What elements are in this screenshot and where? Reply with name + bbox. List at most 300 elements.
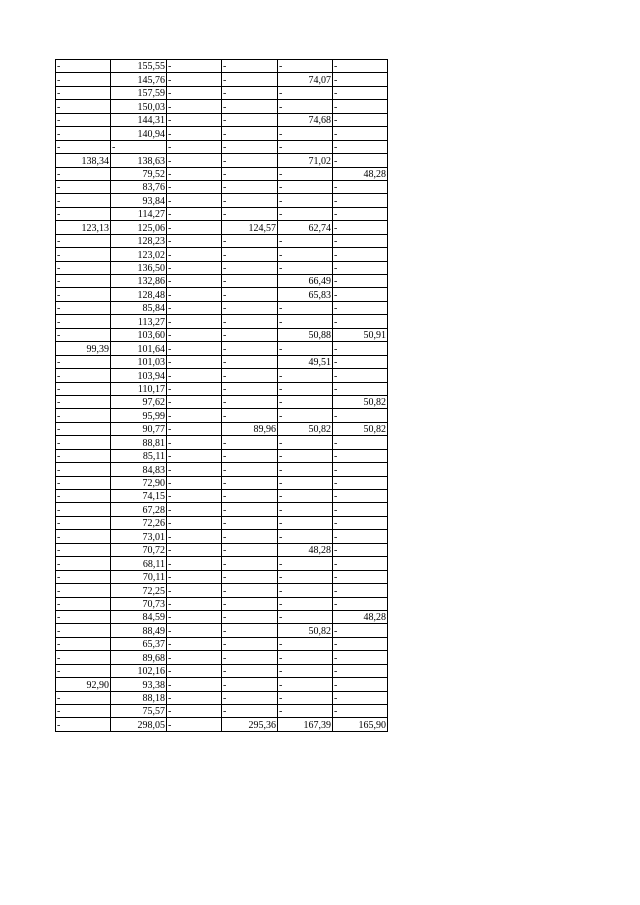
table-cell: - — [222, 355, 278, 368]
table-cell: - — [333, 73, 388, 86]
table-cell: - — [222, 476, 278, 489]
table-cell: - — [222, 543, 278, 556]
table-cell: - — [222, 570, 278, 583]
table-cell: - — [278, 570, 333, 583]
table-cell: - — [111, 140, 167, 153]
table-cell: - — [222, 436, 278, 449]
table-cell: - — [56, 382, 111, 395]
table-row — [56, 543, 388, 556]
table-cell: - — [278, 597, 333, 610]
table-cell: - — [56, 664, 111, 677]
table-row — [56, 449, 388, 462]
table-cell: - — [278, 637, 333, 650]
table-row — [56, 154, 388, 167]
table-cell: - — [278, 207, 333, 220]
data-table — [55, 59, 388, 732]
table-cell: 50,82 — [278, 422, 333, 435]
table-row — [56, 718, 388, 731]
table-cell: - — [222, 651, 278, 664]
table-cell: - — [167, 382, 222, 395]
table-cell: - — [56, 248, 111, 261]
table-cell: - — [56, 503, 111, 516]
table-cell: 295,36 — [222, 718, 278, 731]
table-cell: - — [222, 207, 278, 220]
table-cell: - — [167, 167, 222, 180]
table-cell: - — [167, 60, 222, 73]
table-cell: - — [56, 557, 111, 570]
table-cell: 83,76 — [111, 180, 167, 193]
table-cell: - — [278, 100, 333, 113]
table-cell: 128,23 — [111, 234, 167, 247]
table-cell: - — [222, 382, 278, 395]
table-cell: 48,28 — [278, 543, 333, 556]
table-cell: 165,90 — [333, 718, 388, 731]
table-row — [56, 127, 388, 140]
table-cell: - — [333, 86, 388, 99]
table-cell: - — [167, 395, 222, 408]
table-cell: - — [56, 288, 111, 301]
table-cell: 72,90 — [111, 476, 167, 489]
table-row — [56, 516, 388, 529]
table-cell: - — [333, 597, 388, 610]
table-cell: - — [222, 100, 278, 113]
table-cell: 74,68 — [278, 113, 333, 126]
table-row — [56, 221, 388, 234]
table-cell: - — [333, 624, 388, 637]
table-cell: - — [278, 194, 333, 207]
table-cell: - — [167, 207, 222, 220]
table-cell: - — [278, 476, 333, 489]
table-cell: 75,57 — [111, 705, 167, 718]
table-cell: - — [278, 86, 333, 99]
table-cell: 138,34 — [56, 154, 111, 167]
table-cell: - — [222, 597, 278, 610]
table-cell: 50,88 — [278, 328, 333, 341]
table-cell: - — [56, 261, 111, 274]
table-cell: - — [56, 436, 111, 449]
data-table-body — [56, 60, 388, 732]
table-cell: - — [167, 664, 222, 677]
table-cell: - — [222, 624, 278, 637]
table-cell: - — [56, 113, 111, 126]
table-cell: - — [278, 651, 333, 664]
table-cell: - — [56, 100, 111, 113]
table-cell: - — [333, 543, 388, 556]
table-cell: - — [333, 382, 388, 395]
table-cell: - — [222, 409, 278, 422]
table-cell: - — [56, 194, 111, 207]
table-cell: 89,96 — [222, 422, 278, 435]
table-cell: - — [167, 691, 222, 704]
table-cell: 84,59 — [111, 610, 167, 623]
table-row — [56, 395, 388, 408]
table-cell: - — [333, 355, 388, 368]
table-cell: 95,99 — [111, 409, 167, 422]
table-cell: - — [167, 422, 222, 435]
table-cell: - — [56, 570, 111, 583]
table-row — [56, 610, 388, 623]
table-cell: - — [333, 409, 388, 422]
table-cell: - — [167, 516, 222, 529]
table-row — [56, 288, 388, 301]
table-cell: - — [56, 610, 111, 623]
table-cell: - — [222, 140, 278, 153]
table-cell: 140,94 — [111, 127, 167, 140]
table-row — [56, 86, 388, 99]
table-cell: - — [167, 624, 222, 637]
table-cell: - — [222, 248, 278, 261]
table-row — [56, 180, 388, 193]
table-cell: - — [56, 597, 111, 610]
table-cell: - — [278, 248, 333, 261]
table-cell: - — [167, 436, 222, 449]
table-cell: - — [167, 490, 222, 503]
table-cell: 50,82 — [278, 624, 333, 637]
table-cell: 101,64 — [111, 342, 167, 355]
table-cell: - — [278, 610, 333, 623]
table-cell: 102,16 — [111, 664, 167, 677]
table-cell: - — [56, 275, 111, 288]
table-cell: - — [333, 207, 388, 220]
table-row — [56, 261, 388, 274]
table-cell: 48,28 — [333, 167, 388, 180]
table-cell: - — [56, 490, 111, 503]
table-cell: 101,03 — [111, 355, 167, 368]
table-cell: 49,51 — [278, 355, 333, 368]
table-cell: - — [278, 584, 333, 597]
table-cell: 113,27 — [111, 315, 167, 328]
table-cell: - — [278, 409, 333, 422]
table-cell: - — [333, 100, 388, 113]
table-cell: - — [222, 463, 278, 476]
table-row — [56, 167, 388, 180]
table-cell: - — [56, 584, 111, 597]
table-cell: - — [222, 503, 278, 516]
table-cell: - — [167, 234, 222, 247]
table-cell: - — [167, 221, 222, 234]
table-cell: - — [278, 449, 333, 462]
table-cell: - — [167, 301, 222, 314]
table-cell: - — [222, 234, 278, 247]
table-row — [56, 328, 388, 341]
table-cell: 88,18 — [111, 691, 167, 704]
table-cell: 123,13 — [56, 221, 111, 234]
table-cell: 71,02 — [278, 154, 333, 167]
table-cell: - — [333, 678, 388, 691]
table-row — [56, 207, 388, 220]
table-cell: - — [333, 557, 388, 570]
table-row — [56, 651, 388, 664]
table-cell: - — [333, 288, 388, 301]
table-cell: - — [56, 328, 111, 341]
table-cell: - — [333, 705, 388, 718]
table-cell: 157,59 — [111, 86, 167, 99]
table-cell: - — [56, 705, 111, 718]
table-row — [56, 422, 388, 435]
table-cell: 70,72 — [111, 543, 167, 556]
table-cell: - — [333, 234, 388, 247]
table-cell: 123,02 — [111, 248, 167, 261]
table-cell: - — [167, 73, 222, 86]
table-cell: - — [167, 248, 222, 261]
table-cell: 79,52 — [111, 167, 167, 180]
table-row — [56, 436, 388, 449]
table-cell: - — [278, 530, 333, 543]
table-cell: 50,82 — [333, 395, 388, 408]
table-cell: 93,38 — [111, 678, 167, 691]
table-cell: 70,73 — [111, 597, 167, 610]
table-cell: - — [56, 301, 111, 314]
table-cell: - — [56, 422, 111, 435]
table-row — [56, 140, 388, 153]
table-row — [56, 570, 388, 583]
table-row — [56, 490, 388, 503]
table-cell: - — [167, 705, 222, 718]
table-cell: 50,91 — [333, 328, 388, 341]
table-cell: 150,03 — [111, 100, 167, 113]
table-cell: 144,31 — [111, 113, 167, 126]
table-cell: - — [56, 355, 111, 368]
table-cell: - — [333, 530, 388, 543]
table-cell: - — [222, 678, 278, 691]
table-cell: 88,49 — [111, 624, 167, 637]
table-cell: - — [56, 207, 111, 220]
table-cell: - — [333, 570, 388, 583]
table-cell: - — [333, 584, 388, 597]
table-cell: - — [167, 275, 222, 288]
table-row — [56, 530, 388, 543]
table-cell: - — [333, 154, 388, 167]
table-cell: - — [167, 678, 222, 691]
table-cell: - — [333, 651, 388, 664]
table-cell: - — [56, 637, 111, 650]
table-cell: - — [278, 261, 333, 274]
table-cell: - — [333, 503, 388, 516]
table-cell: - — [56, 718, 111, 731]
table-cell: - — [222, 154, 278, 167]
table-cell: - — [333, 449, 388, 462]
table-cell: 97,62 — [111, 395, 167, 408]
table-cell: 114,27 — [111, 207, 167, 220]
table-row — [56, 409, 388, 422]
table-cell: - — [222, 73, 278, 86]
table-cell: - — [278, 167, 333, 180]
table-cell: - — [278, 382, 333, 395]
table-cell: - — [278, 140, 333, 153]
table-row — [56, 664, 388, 677]
table-cell: - — [56, 73, 111, 86]
table-cell: 132,86 — [111, 275, 167, 288]
table-cell: 72,26 — [111, 516, 167, 529]
table-cell: - — [222, 261, 278, 274]
table-cell: 145,76 — [111, 73, 167, 86]
table-cell: - — [56, 234, 111, 247]
table-cell: - — [222, 490, 278, 503]
table-cell: 84,83 — [111, 463, 167, 476]
table-cell: - — [56, 516, 111, 529]
table-cell: - — [167, 449, 222, 462]
table-row — [56, 476, 388, 489]
table-cell: - — [167, 315, 222, 328]
table-cell: 128,48 — [111, 288, 167, 301]
table-cell: 103,94 — [111, 369, 167, 382]
table-cell: - — [222, 449, 278, 462]
table-cell: - — [56, 86, 111, 99]
table-row — [56, 60, 388, 73]
table-cell: - — [167, 100, 222, 113]
table-cell: - — [167, 154, 222, 167]
table-cell: - — [167, 463, 222, 476]
table-row — [56, 691, 388, 704]
table-cell: - — [56, 167, 111, 180]
table-cell: - — [333, 516, 388, 529]
table-cell: - — [222, 194, 278, 207]
table-cell: - — [222, 584, 278, 597]
table-cell: - — [333, 315, 388, 328]
table-cell: - — [56, 691, 111, 704]
table-cell: - — [222, 557, 278, 570]
table-cell: - — [222, 610, 278, 623]
table-cell: - — [333, 691, 388, 704]
table-row — [56, 342, 388, 355]
table-cell: - — [167, 503, 222, 516]
table-cell: - — [56, 463, 111, 476]
table-cell: 92,90 — [56, 678, 111, 691]
table-cell: 50,82 — [333, 422, 388, 435]
table-cell: - — [333, 436, 388, 449]
table-cell: - — [278, 705, 333, 718]
table-cell: - — [167, 261, 222, 274]
table-cell: 155,55 — [111, 60, 167, 73]
table-cell: - — [56, 543, 111, 556]
table-cell: - — [278, 180, 333, 193]
table-cell: - — [278, 557, 333, 570]
table-row — [56, 248, 388, 261]
table-cell: - — [333, 261, 388, 274]
table-cell: - — [333, 369, 388, 382]
table-cell: 138,63 — [111, 154, 167, 167]
table-cell: - — [333, 113, 388, 126]
table-cell: - — [222, 369, 278, 382]
table-row — [56, 275, 388, 288]
table-cell: - — [278, 516, 333, 529]
table-cell: - — [222, 301, 278, 314]
table-cell: 167,39 — [278, 718, 333, 731]
table-cell: - — [333, 301, 388, 314]
table-cell: - — [333, 637, 388, 650]
table-cell: - — [222, 691, 278, 704]
table-cell: - — [333, 180, 388, 193]
table-cell: 62,74 — [278, 221, 333, 234]
table-cell: 93,84 — [111, 194, 167, 207]
table-cell: 85,11 — [111, 449, 167, 462]
table-cell: - — [56, 369, 111, 382]
table-cell: - — [167, 543, 222, 556]
table-cell: - — [167, 476, 222, 489]
table-cell: 85,84 — [111, 301, 167, 314]
table-cell: 103,60 — [111, 328, 167, 341]
table-cell: - — [167, 597, 222, 610]
table-cell: - — [278, 691, 333, 704]
table-cell: - — [167, 86, 222, 99]
table-cell: - — [222, 86, 278, 99]
table-cell: - — [222, 315, 278, 328]
table-row — [56, 301, 388, 314]
table-cell: - — [56, 60, 111, 73]
table-cell: - — [278, 490, 333, 503]
table-cell: - — [278, 234, 333, 247]
table-cell: - — [333, 194, 388, 207]
table-cell: - — [167, 530, 222, 543]
table-cell: 65,37 — [111, 637, 167, 650]
table-cell: - — [333, 342, 388, 355]
table-cell: - — [56, 449, 111, 462]
table-cell: 70,11 — [111, 570, 167, 583]
table-cell: - — [278, 664, 333, 677]
table-row — [56, 369, 388, 382]
table-cell: - — [222, 342, 278, 355]
table-cell: 74,07 — [278, 73, 333, 86]
table-cell: - — [167, 637, 222, 650]
table-cell: - — [167, 355, 222, 368]
table-row — [56, 234, 388, 247]
table-row — [56, 557, 388, 570]
table-cell: - — [333, 664, 388, 677]
table-cell: - — [278, 342, 333, 355]
table-cell: - — [222, 275, 278, 288]
table-row — [56, 624, 388, 637]
table-cell: - — [167, 342, 222, 355]
table-row — [56, 194, 388, 207]
table-cell: - — [167, 194, 222, 207]
table-cell: - — [167, 369, 222, 382]
table-cell: - — [56, 624, 111, 637]
table-cell: - — [167, 610, 222, 623]
table-cell: - — [56, 127, 111, 140]
table-cell: - — [278, 369, 333, 382]
table-cell: - — [56, 180, 111, 193]
table-row — [56, 597, 388, 610]
table-row — [56, 678, 388, 691]
table-cell: - — [222, 113, 278, 126]
table-cell: - — [222, 530, 278, 543]
table-cell: - — [56, 315, 111, 328]
table-cell: - — [222, 637, 278, 650]
table-cell: - — [56, 395, 111, 408]
table-cell: - — [56, 409, 111, 422]
table-cell: 99,39 — [56, 342, 111, 355]
table-cell: - — [167, 718, 222, 731]
table-cell: - — [333, 60, 388, 73]
table-row — [56, 584, 388, 597]
table-cell: - — [56, 476, 111, 489]
table-cell: - — [333, 127, 388, 140]
table-cell: 65,83 — [278, 288, 333, 301]
table-cell: 110,17 — [111, 382, 167, 395]
table-cell: - — [167, 180, 222, 193]
table-cell: - — [278, 463, 333, 476]
table-cell: - — [333, 476, 388, 489]
table-cell: - — [278, 503, 333, 516]
table-cell: 124,57 — [222, 221, 278, 234]
table-cell: - — [222, 167, 278, 180]
table-cell: - — [167, 570, 222, 583]
table-cell: - — [56, 140, 111, 153]
table-row — [56, 503, 388, 516]
table-cell: - — [167, 288, 222, 301]
table-cell: - — [278, 60, 333, 73]
table-cell: 90,77 — [111, 422, 167, 435]
